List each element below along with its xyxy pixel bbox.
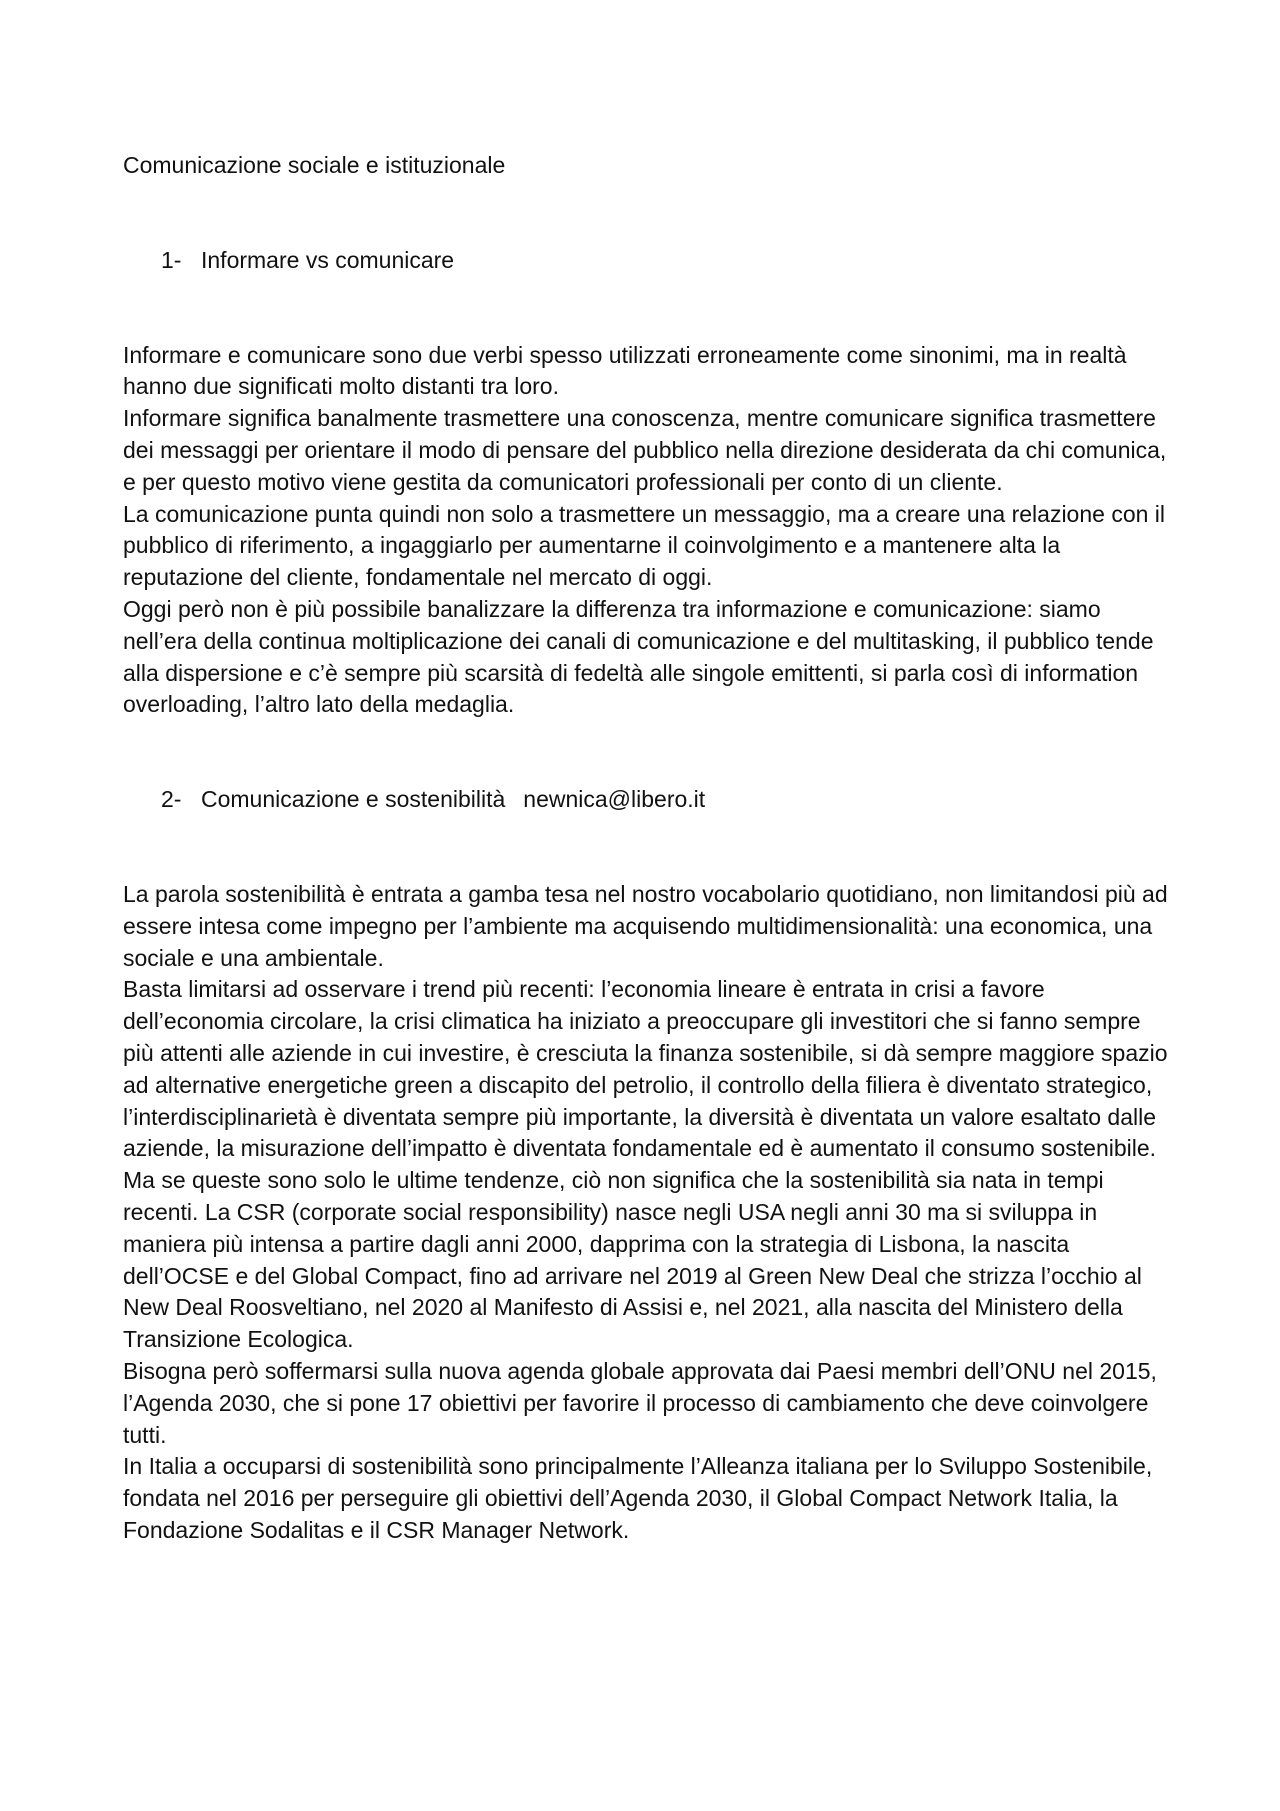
section-1-body (123, 340, 1173, 722)
section-2-body (123, 879, 1173, 1547)
section-2-paragraph-5: In Italia a occuparsi di sostenibilità sono principalmente l’Alleanza italiana per lo Sviluppo Sostenibile, fondata nel 2016 per perseguire gli obiettivi dell’Agenda 2030, il Global Compact Network Italia, la Fondazione Sodalitas e il CSR Manager Network. (123, 1453, 1153, 1543)
section-1-heading (123, 245, 1173, 277)
section-1-number: 1- (161, 246, 182, 273)
section-2-paragraph-2: Basta limitarsi ad osservare i trend più recenti: l’economia lineare è entrata in crisi a favore dell’economia circolare, la crisi climatica ha iniziato a preoccupare gli investitori che si fanno sempre più attenti alle aziende in cui investire, è cresciuta la finanza sostenibile, si dà sempre maggiore spazio ad alternative energetiche green a discapito del petrolio, il controllo della filiera è diventato strategico, l’interdisciplinarietà è diventata sempre più importante, la diversità è diventata un valore esaltato dalle aziende, la misurazione dell’impatto è diventata fondamentale ed è aumentato il consumo sostenibile. (123, 976, 1168, 1162)
section-2-paragraph-3: Ma se queste sono solo le ultime tendenze, ciò non significa che la sostenibilità sia nata in tempi recenti. La CSR (corporate social responsibility) nasce negli USA negli anni 30 ma si sviluppa in maniera più intensa a partire dagli anni 2000, dapprima con la strategia di Lisbona, la nascita dell’OCSE e del Global Compact, fino ad arrivare nel 2019 al Green New Deal che strizza l’occhio al New Deal Roosveltiano, nel 2020 al Manifesto di Assisi e, nel 2021, alla nascita del Ministero della Transizione Ecologica. (123, 1167, 1142, 1353)
section-2-title: Comunicazione e sostenibilità (201, 786, 506, 813)
section-2-paragraph-4: Bisogna però soffermarsi sulla nuova agenda globale approvata dai Paesi membri dell’ONU nel 2015, l’Agenda 2030, che si pone 17 obiettivi per favorire il processo di cambiamento che deve coinvolgere tutti. (123, 1357, 1157, 1448)
section-1-paragraph-2: Informare significa banalmente trasmettere una conoscenza, mentre comunicare significa trasmettere dei messaggi per orientare il modo di pensare del pubblico nella direzione desiderata da chi comunica, e per questo motivo viene gestita da comunicatori professionali per conto di un cliente. (123, 405, 1167, 495)
section-2-number: 2- (161, 786, 182, 813)
section-1-title: Informare vs comunicare (201, 246, 455, 273)
email-text: newnica@libero.it (523, 786, 706, 813)
section-1-paragraph-3: La comunicazione punta quindi non solo a trasmettere un messaggio, ma a creare una relazione con il pubblico di riferimento, a ingaggiarlo per aumentarne il coinvolgimento e a mantenere alta la reputazione del cliente, fondamentale nel mercato di oggi. (123, 500, 1166, 591)
section-2-heading (123, 784, 1173, 816)
document-page (123, 150, 1173, 1547)
section-1-paragraph-4: Oggi però non è più possibile banalizzare la differenza tra informazione e comunicazione: siamo nell’era della continua moltiplicazione dei canali di comunicazione e del multitasking, il pubblico tende alla dispersione e c’è sempre più scarsità di fedeltà alle singole emittenti, si parla così di information overloading, l’altro lato della medaglia. (123, 595, 1154, 718)
document-title: Comunicazione sociale e istituzionale (123, 152, 506, 178)
section-2-paragraph-1: La parola sostenibilità è entrata a gamba tesa nel nostro vocabolario quotidiano, non limitandosi più ad essere intesa come impegno per l’ambiente ma acquisendo multidimensionalità: una economica, una sociale e una ambientale. (123, 880, 1168, 971)
section-1-paragraph-1: Informare e comunicare sono due verbi spesso utilizzati erroneamente come sinonimi, ma in realtà hanno due significati molto distanti tra loro. (123, 341, 1127, 400)
